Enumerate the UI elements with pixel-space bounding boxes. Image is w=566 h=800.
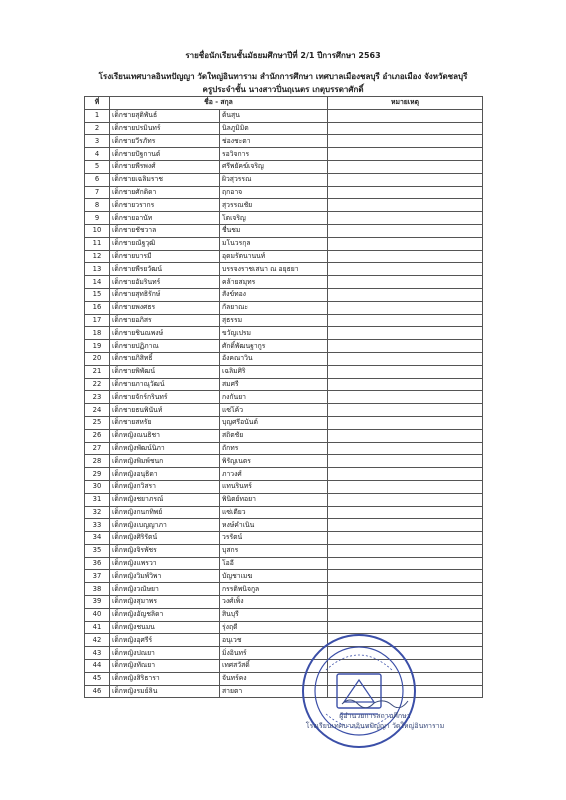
- handwritten-signature: [340, 696, 410, 708]
- remark-cell: [328, 186, 483, 199]
- remark-cell: [328, 199, 483, 212]
- student-last-name: พิรัญเนตร: [220, 455, 328, 468]
- student-last-name: สุธรรม: [220, 314, 328, 327]
- row-number: 40: [85, 608, 110, 621]
- row-number: 30: [85, 480, 110, 493]
- student-last-name: โตเจริญ: [220, 212, 328, 225]
- table-row: [85, 506, 483, 519]
- remark-cell: [328, 148, 483, 161]
- student-first-name: เด็กหญิงกนกทิพย์: [110, 506, 220, 519]
- student-first-name: เด็กหญิงแพรวา: [110, 557, 220, 570]
- row-number: 29: [85, 468, 110, 481]
- student-first-name: เด็กชายชินณพงษ์: [110, 327, 220, 340]
- student-last-name: จันทร์คง: [220, 672, 328, 685]
- row-number: 23: [85, 391, 110, 404]
- student-last-name: ผิวสุวรรณ: [220, 173, 328, 186]
- table-row: [85, 199, 483, 212]
- student-first-name: เด็กหญิงวณัษยา: [110, 583, 220, 596]
- remark-cell: [328, 237, 483, 250]
- row-number: 34: [85, 532, 110, 545]
- table-row: [85, 608, 483, 621]
- student-first-name: เด็กชายปัฐกานต์: [110, 148, 220, 161]
- signature-position: ผู้อำนวยการสถานศึกษา: [339, 712, 411, 720]
- student-roster-table: [84, 96, 483, 698]
- table-row: [85, 263, 483, 276]
- remark-cell: [328, 583, 483, 596]
- student-last-name: นิลภูมิมิต: [220, 122, 328, 135]
- student-last-name: กรรติพนิจกูล: [220, 583, 328, 596]
- row-number: 9: [85, 212, 110, 225]
- table-row: [85, 557, 483, 570]
- student-last-name: บรรจงราชเสนา ณ อยุธยา: [220, 263, 328, 276]
- document-title: รายชื่อนักเรียนชั้นมัธยมศึกษาปีที่ 2/1 ปีการศึกษา 2563: [185, 51, 381, 60]
- student-last-name: สังข์ทอง: [220, 288, 328, 301]
- row-number: 16: [85, 301, 110, 314]
- student-first-name: เด็กชายศักดิดา: [110, 186, 220, 199]
- row-number: 4: [85, 148, 110, 161]
- row-number: 8: [85, 199, 110, 212]
- student-first-name: เด็กหญิงชยาภรณ์: [110, 493, 220, 506]
- table-row: [85, 237, 483, 250]
- row-number: 18: [85, 327, 110, 340]
- student-first-name: เด็กหญิงเบญญาภา: [110, 519, 220, 532]
- student-last-name: กงกันยา: [220, 391, 328, 404]
- row-number: 39: [85, 596, 110, 609]
- table-row: [85, 429, 483, 442]
- student-first-name: เด็กชายณัฐวุฒิ: [110, 237, 220, 250]
- remark-cell: [328, 212, 483, 225]
- student-first-name: เด็กชายสหรัย: [110, 416, 220, 429]
- student-last-name: มิ่งอินทร์: [220, 647, 328, 660]
- student-last-name: ภาวงศ์: [220, 468, 328, 481]
- table-row: [85, 352, 483, 365]
- row-number: 10: [85, 224, 110, 237]
- teacher-line: ครูประจำชั้น นางสาวปิ่นฤเนตร เกตุบรรดาศักดิ์: [202, 85, 364, 94]
- student-first-name: เด็กหญิงณนธิชา: [110, 429, 220, 442]
- remark-cell: [328, 532, 483, 545]
- student-first-name: เด็กหญิงพิมพ์ชนก: [110, 455, 220, 468]
- student-first-name: เด็กชายอัมรินทร์: [110, 276, 220, 289]
- table-row: [85, 596, 483, 609]
- remark-cell: [328, 608, 483, 621]
- row-number: 12: [85, 250, 110, 263]
- header-remark: หมายเหตุ: [328, 97, 483, 110]
- student-first-name: เด็กชายพีรพงศ์: [110, 160, 220, 173]
- student-last-name: อนุเวช: [220, 634, 328, 647]
- signature-block: [300, 696, 450, 731]
- student-first-name: เด็กชายธนพินันท์: [110, 404, 220, 417]
- remark-cell: [328, 429, 483, 442]
- table-row: [85, 583, 483, 596]
- student-first-name: เด็กชายสุติพันธ์: [110, 109, 220, 122]
- row-number: 11: [85, 237, 110, 250]
- student-first-name: เด็กชายบารมี: [110, 250, 220, 263]
- row-number: 44: [85, 660, 110, 673]
- student-first-name: เด็กหญิงพัฒน์นิภา: [110, 442, 220, 455]
- row-number: 21: [85, 365, 110, 378]
- row-number: 27: [85, 442, 110, 455]
- roster-body: [85, 109, 483, 698]
- row-number: 13: [85, 263, 110, 276]
- student-last-name: สายตา: [220, 685, 328, 698]
- student-last-name: ขวัญเปรม: [220, 327, 328, 340]
- table-row: [85, 442, 483, 455]
- row-number: 1: [85, 109, 110, 122]
- remark-cell: [328, 173, 483, 186]
- remark-cell: [328, 416, 483, 429]
- header-no: ที่: [85, 97, 110, 110]
- table-row: [85, 250, 483, 263]
- remark-cell: [328, 596, 483, 609]
- row-number: 42: [85, 634, 110, 647]
- student-first-name: เด็กหญิงวิมพ์วิพา: [110, 570, 220, 583]
- student-first-name: เด็กชายพีรยวัฒน์: [110, 263, 220, 276]
- student-last-name: อังคณาวิน: [220, 352, 328, 365]
- table-row: [85, 416, 483, 429]
- row-number: 14: [85, 276, 110, 289]
- student-last-name: ศรีพยัคฆ์เจริญ: [220, 160, 328, 173]
- student-last-name: โออี: [220, 557, 328, 570]
- student-last-name: บุสกร: [220, 544, 328, 557]
- school-line: โรงเรียนเทศบาลอินทปัญญา วัดใหญ่อินทาราม สำนักการศึกษา เทศบาลเมืองชลบุรี อำเภอเมือง จังหวัดชลบุรี: [98, 72, 468, 81]
- student-first-name: เด็กชายอภิสร: [110, 314, 220, 327]
- student-last-name: ช่องชะตา: [220, 135, 328, 148]
- student-first-name: เด็กหญิงอนุธิดา: [110, 468, 220, 481]
- school-seal-stamp: [300, 632, 418, 750]
- remark-cell: [328, 391, 483, 404]
- row-number: 25: [85, 416, 110, 429]
- student-first-name: เด็กหญิงอัญชลิดา: [110, 608, 220, 621]
- remark-cell: [328, 455, 483, 468]
- student-last-name: ต้นสุน: [220, 109, 328, 122]
- student-last-name: พินิตย์ทอยา: [220, 493, 328, 506]
- remark-cell: [328, 160, 483, 173]
- student-last-name: วงศ์เพ็ง: [220, 596, 328, 609]
- row-number: 20: [85, 352, 110, 365]
- table-row: [85, 672, 483, 685]
- remark-cell: [328, 442, 483, 455]
- table-row: [85, 314, 483, 327]
- student-first-name: เด็กหญิงรมย์ลิน: [110, 685, 220, 698]
- row-number: 32: [85, 506, 110, 519]
- student-last-name: แซ่โค้ว: [220, 404, 328, 417]
- row-number: 24: [85, 404, 110, 417]
- signature-school: โรงเรียนเทศบาลอินทปัญญา วัดใหญ่อินทาราม: [305, 722, 445, 730]
- row-number: 43: [85, 647, 110, 660]
- remark-cell: [328, 468, 483, 481]
- remark-cell: [328, 122, 483, 135]
- table-row: [85, 109, 483, 122]
- student-last-name: บุญศรีอนันต์: [220, 416, 328, 429]
- student-first-name: เด็กชายภาณุวัฒน์: [110, 378, 220, 391]
- row-number: 35: [85, 544, 110, 557]
- student-last-name: ชื่นชม: [220, 224, 328, 237]
- student-first-name: เด็กชายภิสิทธิ์: [110, 352, 220, 365]
- table-row: [85, 621, 483, 634]
- table-row: [85, 288, 483, 301]
- remark-cell: [328, 263, 483, 276]
- table-row: [85, 634, 483, 647]
- student-last-name: สุวรรณชัย: [220, 199, 328, 212]
- remark-cell: [328, 378, 483, 391]
- table-row: [85, 480, 483, 493]
- student-last-name: สมศรี: [220, 378, 328, 391]
- remark-cell: [328, 365, 483, 378]
- table-row: [85, 135, 483, 148]
- row-number: 38: [85, 583, 110, 596]
- table-row: [85, 365, 483, 378]
- table-row: [85, 186, 483, 199]
- table-header-row: [85, 97, 483, 110]
- student-first-name: เด็กหญิงอุศรีร์: [110, 634, 220, 647]
- table-row: [85, 570, 483, 583]
- student-first-name: เด็กหญิงกวิสรา: [110, 480, 220, 493]
- student-first-name: เด็กชายจักร์กรินทร์: [110, 391, 220, 404]
- remark-cell: [328, 224, 483, 237]
- table-row: [85, 519, 483, 532]
- student-first-name: เด็กชายวรากร: [110, 199, 220, 212]
- remark-cell: [328, 519, 483, 532]
- student-first-name: เด็กหญิงชนมน: [110, 621, 220, 634]
- table-row: [85, 378, 483, 391]
- remark-cell: [328, 506, 483, 519]
- remark-cell: [328, 288, 483, 301]
- student-first-name: เด็กชายพงศธร: [110, 301, 220, 314]
- table-row: [85, 391, 483, 404]
- student-last-name: รุ่งฤดี: [220, 621, 328, 634]
- row-number: 45: [85, 672, 110, 685]
- student-last-name: คล้ายสมุทร: [220, 276, 328, 289]
- student-last-name: ถักทร: [220, 442, 328, 455]
- table-row: [85, 340, 483, 353]
- table-row: [85, 122, 483, 135]
- remark-cell: [328, 544, 483, 557]
- remark-cell: [328, 109, 483, 122]
- student-last-name: กัลยาณะ: [220, 301, 328, 314]
- row-number: 2: [85, 122, 110, 135]
- table-row: [85, 493, 483, 506]
- table-row: [85, 212, 483, 225]
- student-last-name: อุดมรัตนานนท์: [220, 250, 328, 263]
- student-last-name: บัญชาเมฆ: [220, 570, 328, 583]
- row-number: 46: [85, 685, 110, 698]
- header-name: ชื่อ - สกุล: [110, 97, 328, 110]
- remark-cell: [328, 352, 483, 365]
- row-number: 22: [85, 378, 110, 391]
- table-row: [85, 301, 483, 314]
- student-last-name: แทนรินทร์: [220, 480, 328, 493]
- table-row: [85, 647, 483, 660]
- row-number: 28: [85, 455, 110, 468]
- student-first-name: เด็กชายเฉลิมราช: [110, 173, 220, 186]
- table-row: [85, 455, 483, 468]
- table-row: [85, 660, 483, 673]
- row-number: 36: [85, 557, 110, 570]
- table-row: [85, 224, 483, 237]
- row-number: 37: [85, 570, 110, 583]
- remark-cell: [328, 340, 483, 353]
- row-number: 5: [85, 160, 110, 173]
- student-first-name: เด็กหญิงสิริธารา: [110, 672, 220, 685]
- remark-cell: [328, 493, 483, 506]
- student-first-name: เด็กชายอานัท: [110, 212, 220, 225]
- student-last-name: มโนวรกุล: [220, 237, 328, 250]
- table-row: [85, 148, 483, 161]
- row-number: 19: [85, 340, 110, 353]
- student-last-name: หงษ์คำเนิน: [220, 519, 328, 532]
- table-row: [85, 544, 483, 557]
- student-first-name: เด็กหญิงทัณยา: [110, 660, 220, 673]
- student-first-name: เด็กชายวีรภัทร: [110, 135, 220, 148]
- student-last-name: แซ่เตียว: [220, 506, 328, 519]
- student-first-name: เด็กหญิงจิรพัชร: [110, 544, 220, 557]
- table-row: [85, 160, 483, 173]
- remark-cell: [328, 557, 483, 570]
- remark-cell: [328, 570, 483, 583]
- table-row: [85, 173, 483, 186]
- remark-cell: [328, 301, 483, 314]
- table-row: [85, 327, 483, 340]
- row-number: 17: [85, 314, 110, 327]
- student-first-name: เด็กหญิงศิริรัตน์: [110, 532, 220, 545]
- student-last-name: สินบุรี: [220, 608, 328, 621]
- row-number: 6: [85, 173, 110, 186]
- student-last-name: เฉลิมศิริ: [220, 365, 328, 378]
- student-first-name: เด็กชายพิพัฒน์: [110, 365, 220, 378]
- student-first-name: เด็กหญิงปณยา: [110, 647, 220, 660]
- row-number: 41: [85, 621, 110, 634]
- student-last-name: ฤกอาจ: [220, 186, 328, 199]
- remark-cell: [328, 135, 483, 148]
- student-last-name: สถิตชัย: [220, 429, 328, 442]
- row-number: 7: [85, 186, 110, 199]
- student-last-name: วรรัตน์: [220, 532, 328, 545]
- remark-cell: [328, 276, 483, 289]
- student-first-name: เด็กชายปฏิภาณ: [110, 340, 220, 353]
- table-row: [85, 276, 483, 289]
- student-last-name: ศักดิ์พัฒนฐากูร: [220, 340, 328, 353]
- student-last-name: เทศสวัสดิ์: [220, 660, 328, 673]
- student-first-name: เด็กชายชัชวาล: [110, 224, 220, 237]
- student-first-name: เด็กชายสุทธิรักษ์: [110, 288, 220, 301]
- row-number: 33: [85, 519, 110, 532]
- row-number: 31: [85, 493, 110, 506]
- remark-cell: [328, 250, 483, 263]
- row-number: 3: [85, 135, 110, 148]
- table-row: [85, 404, 483, 417]
- student-first-name: เด็กหญิงสุมาพร: [110, 596, 220, 609]
- remark-cell: [328, 404, 483, 417]
- row-number: 26: [85, 429, 110, 442]
- table-row: [85, 532, 483, 545]
- remark-cell: [328, 314, 483, 327]
- table-row: [85, 468, 483, 481]
- row-number: 15: [85, 288, 110, 301]
- student-first-name: เด็กชายปรมินทร์: [110, 122, 220, 135]
- student-last-name: รอวิจการ: [220, 148, 328, 161]
- remark-cell: [328, 480, 483, 493]
- remark-cell: [328, 327, 483, 340]
